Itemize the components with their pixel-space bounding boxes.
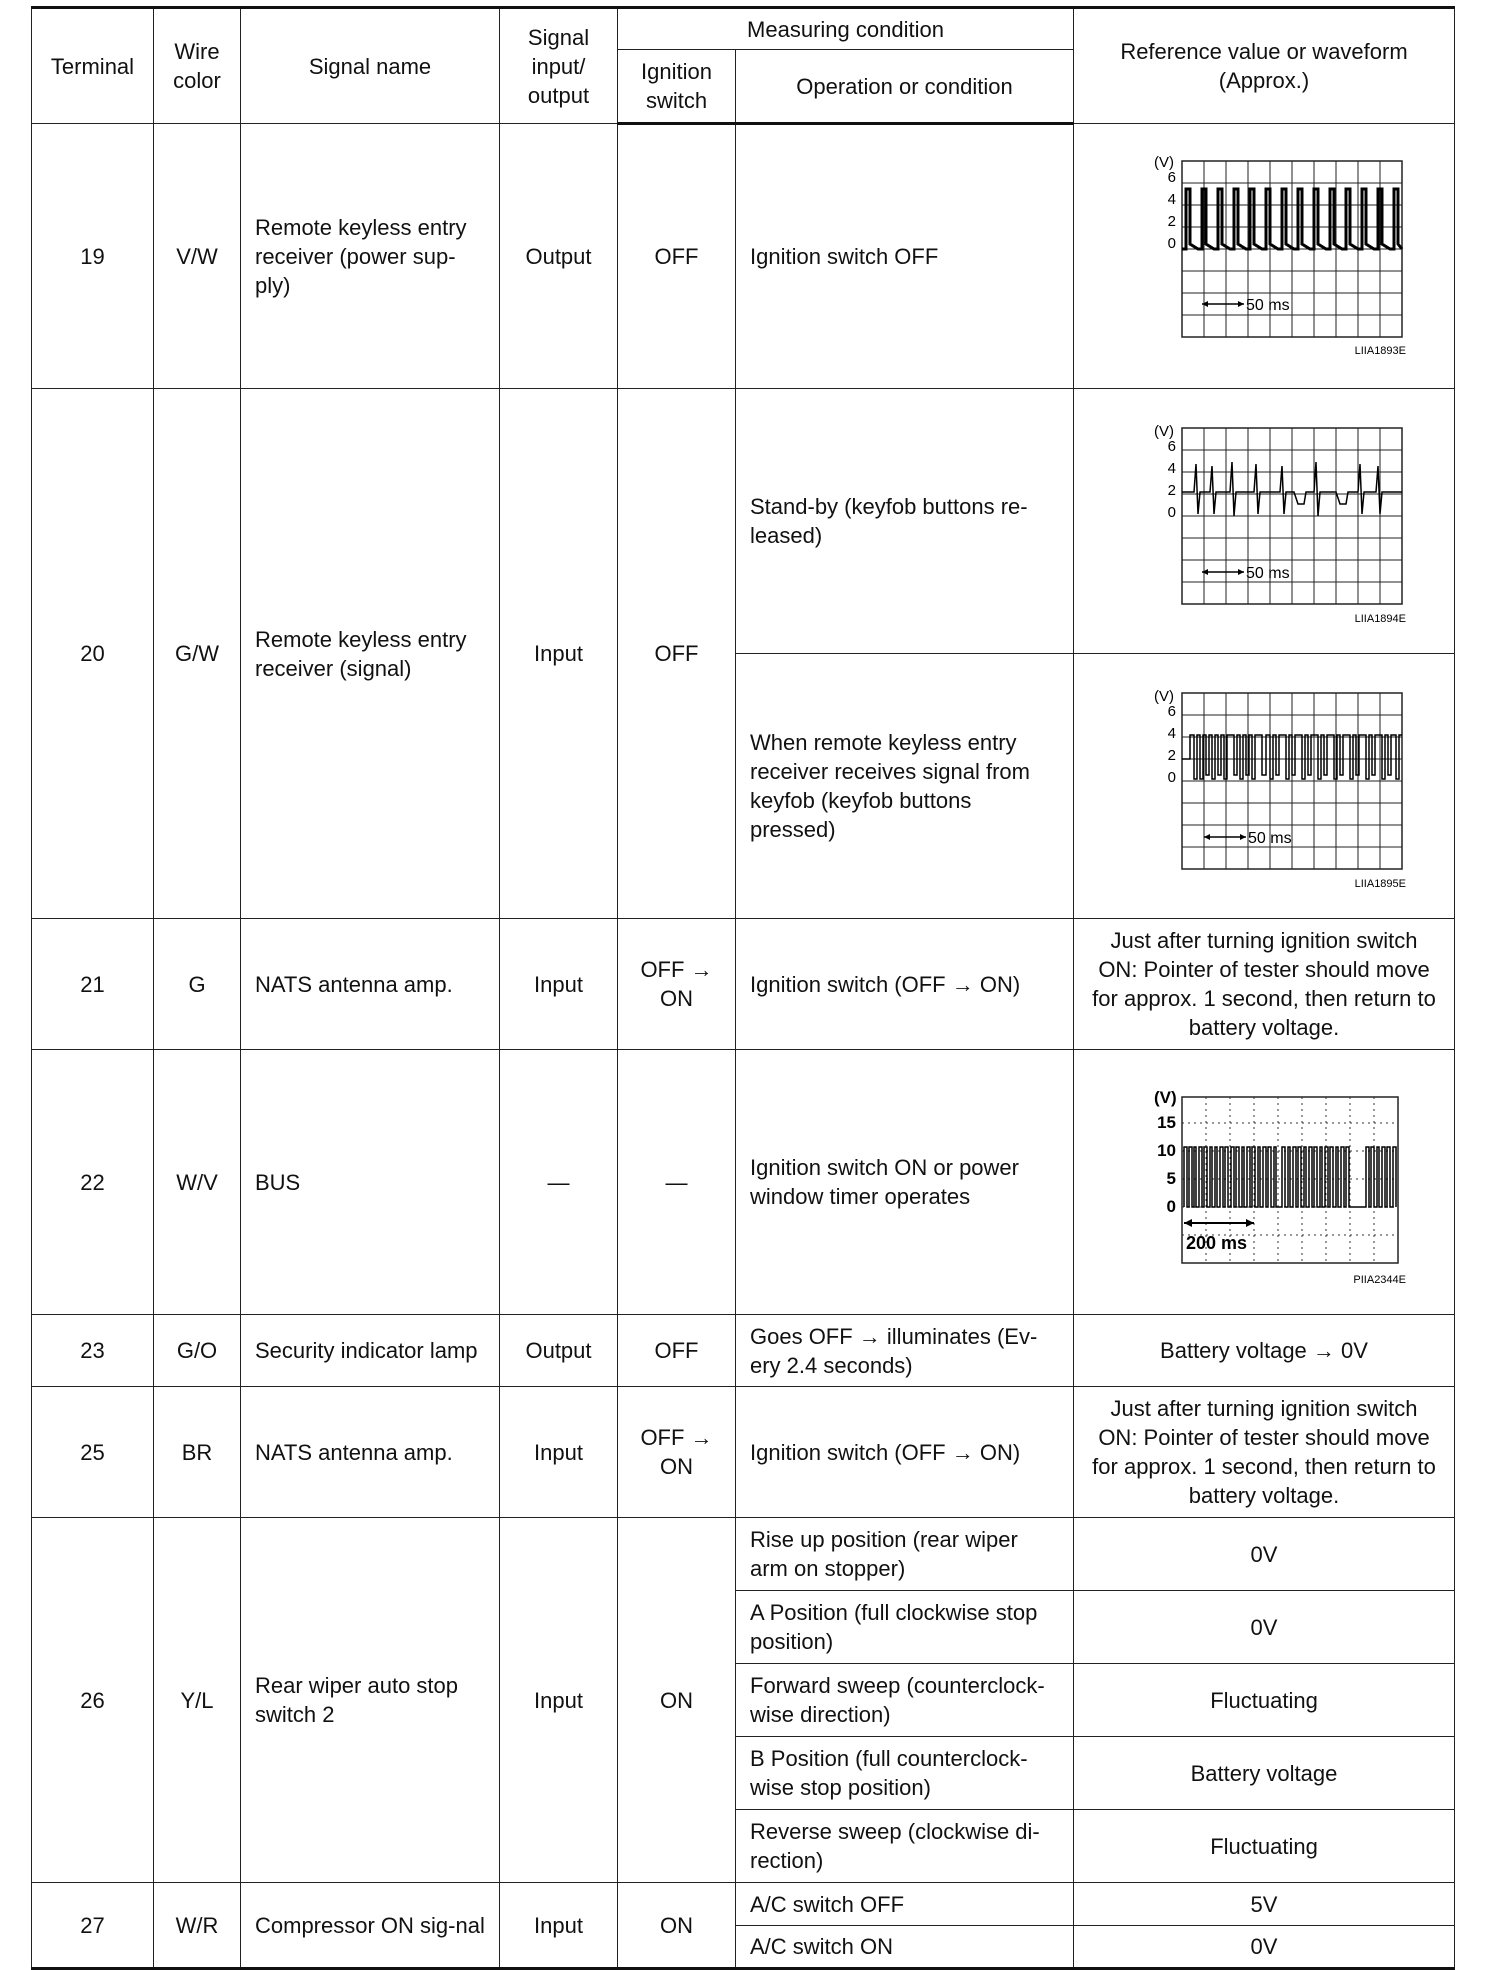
- waveform-cell: [1074, 389, 1455, 654]
- wave-tick: 15: [1157, 1112, 1176, 1132]
- signal-io-cell: Input: [500, 389, 618, 919]
- condition-cell: A/C switch ON: [736, 1926, 1074, 1969]
- terminal-cell: 26: [32, 1518, 154, 1883]
- table-row: [32, 1387, 1455, 1518]
- ignition-cell: OFF: [618, 1315, 736, 1387]
- condition-cell: A/C switch OFF: [736, 1883, 1074, 1926]
- waveform-cell: [1074, 1050, 1455, 1315]
- waveform-cell: [1074, 654, 1455, 919]
- wave-time-label: 50 ms: [1248, 829, 1292, 847]
- header-reference: Reference value or waveform (Approx.): [1074, 8, 1455, 124]
- signal-name-cell: Remote keyless entry receiver (power sup-ply): [241, 124, 500, 389]
- figure-code: LIIA1895E: [1354, 877, 1406, 890]
- wave-tick: 4: [1167, 724, 1176, 742]
- table-row: [32, 1883, 1455, 1926]
- signal-io-cell: Input: [500, 1387, 618, 1518]
- wave-grid: [1182, 693, 1402, 869]
- wire-color-cell: W/R: [154, 1883, 241, 1969]
- condition-cell: Reverse sweep (clockwise di-rection): [736, 1810, 1074, 1883]
- signal-io-cell: Input: [500, 1883, 618, 1969]
- condition-cell: Rise up position (rear wiper arm on stopper): [736, 1518, 1074, 1591]
- wave-tick: 4: [1167, 459, 1176, 477]
- ignition-cell: OFF: [618, 389, 736, 919]
- waveform-22: [1114, 1075, 1414, 1290]
- condition-cell: When remote keyless entry receiver receives signal from keyfob (keyfob buttons pressed): [736, 654, 1074, 919]
- reference-cell: 0V: [1074, 1926, 1455, 1969]
- waveform-trace: [1182, 735, 1402, 779]
- signal-name-cell: NATS antenna amp.: [241, 919, 500, 1050]
- header-wire-color: Wire color: [154, 8, 241, 124]
- figure-code: LIIA1894E: [1354, 612, 1406, 625]
- waveform-20-standby: [1114, 414, 1414, 629]
- condition-cell: Ignition switch ON or power window timer operates: [736, 1050, 1074, 1315]
- condition-cell: Stand-by (keyfob buttons re-leased): [736, 389, 1074, 654]
- wire-color-cell: G/W: [154, 389, 241, 919]
- table-row: [32, 1050, 1455, 1315]
- signal-name-cell: Remote keyless entry receiver (signal): [241, 389, 500, 919]
- time-scale: [1204, 834, 1246, 840]
- wire-color-cell: BR: [154, 1387, 241, 1518]
- wave-tick: 10: [1157, 1140, 1176, 1160]
- time-scale: [1202, 569, 1244, 575]
- reference-cell: Just after turning ignition switch ON: Pointer of tester should move for approx. 1 second, then return to battery voltage.: [1074, 919, 1455, 1050]
- table-row: [32, 1518, 1455, 1591]
- terminal-cell: 23: [32, 1315, 154, 1387]
- signal-io-cell: —: [500, 1050, 618, 1315]
- condition-cell: Ignition switch OFF: [736, 124, 1074, 389]
- time-scale: [1184, 1219, 1254, 1227]
- terminal-cell: 21: [32, 919, 154, 1050]
- signal-name-cell: BUS: [241, 1050, 500, 1315]
- ignition-cell: OFF → ON: [618, 919, 736, 1050]
- wave-unit: (V): [1154, 153, 1174, 171]
- terminal-table: [31, 6, 1455, 1970]
- wave-tick: 5: [1166, 1168, 1176, 1188]
- signal-name-cell: Security indicator lamp: [241, 1315, 500, 1387]
- reference-cell: Fluctuating: [1074, 1810, 1455, 1883]
- terminal-cell: 25: [32, 1387, 154, 1518]
- reference-cell: 5V: [1074, 1883, 1455, 1926]
- wave-tick: 6: [1167, 702, 1176, 720]
- signal-io-cell: Input: [500, 919, 618, 1050]
- signal-name-cell: Rear wiper auto stop switch 2: [241, 1518, 500, 1883]
- waveform-cell: [1074, 124, 1455, 389]
- wave-tick: 2: [1167, 212, 1176, 230]
- waveform-19: [1114, 149, 1414, 364]
- signal-io-cell: Input: [500, 1518, 618, 1883]
- wire-color-cell: G/O: [154, 1315, 241, 1387]
- wave-tick: 6: [1167, 437, 1176, 455]
- wire-color-cell: V/W: [154, 124, 241, 389]
- ignition-cell: ON: [618, 1518, 736, 1883]
- wave-tick: 2: [1167, 746, 1176, 764]
- wave-time-label: 50 ms: [1246, 296, 1290, 314]
- wave-tick: 0: [1166, 1196, 1176, 1216]
- terminal-cell: 22: [32, 1050, 154, 1315]
- reference-cell: 0V: [1074, 1518, 1455, 1591]
- condition-cell: Forward sweep (counterclock-wise direction): [736, 1664, 1074, 1737]
- condition-cell: Goes OFF → illuminates (Ev-ery 2.4 seconds): [736, 1315, 1074, 1387]
- terminal-cell: 27: [32, 1883, 154, 1969]
- wave-tick: 6: [1167, 168, 1176, 186]
- wave-tick: 0: [1167, 768, 1176, 786]
- wave-time-label: 50 ms: [1246, 564, 1290, 582]
- wave-unit: (V): [1154, 422, 1174, 440]
- table-row: [32, 389, 1455, 654]
- header-terminal: Terminal: [32, 8, 154, 124]
- figure-code: PIIA2344E: [1353, 1273, 1406, 1286]
- wire-color-cell: G: [154, 919, 241, 1050]
- reference-cell: Battery voltage: [1074, 1737, 1455, 1810]
- ignition-cell: ON: [618, 1883, 736, 1969]
- reference-cell: Fluctuating: [1074, 1664, 1455, 1737]
- reference-cell: Just after turning ignition switch ON: Pointer of tester should move for approx. 1 second, then return to battery voltage.: [1074, 1387, 1455, 1518]
- wave-tick: 2: [1167, 481, 1176, 499]
- header-ignition-switch: Ignition switch: [618, 50, 736, 124]
- wave-grid: [1182, 428, 1402, 604]
- signal-name-cell: NATS antenna amp.: [241, 1387, 500, 1518]
- condition-cell: Ignition switch (OFF → ON): [736, 1387, 1074, 1518]
- condition-cell: B Position (full counterclock-wise stop position): [736, 1737, 1074, 1810]
- wave-unit: (V): [1154, 687, 1174, 705]
- figure-code: LIIA1893E: [1354, 344, 1406, 357]
- condition-cell: A Position (full clockwise stop position): [736, 1591, 1074, 1664]
- table-row: [32, 919, 1455, 1050]
- wave-tick: 0: [1167, 234, 1176, 252]
- wire-color-cell: Y/L: [154, 1518, 241, 1883]
- waveform-20-pressed: [1114, 679, 1414, 894]
- header-measuring-condition: Measuring condition: [618, 8, 1074, 50]
- wire-color-cell: W/V: [154, 1050, 241, 1315]
- table-row: [32, 124, 1455, 389]
- waveform-trace: [1184, 1147, 1396, 1207]
- wave-time-label: 200 ms: [1186, 1232, 1248, 1253]
- condition-cell: Ignition switch (OFF → ON): [736, 919, 1074, 1050]
- ignition-cell: —: [618, 1050, 736, 1315]
- reference-cell: 0V: [1074, 1591, 1455, 1664]
- wave-unit: (V): [1154, 1087, 1177, 1107]
- reference-cell: Battery voltage → 0V: [1074, 1315, 1455, 1387]
- terminal-cell: 19: [32, 124, 154, 389]
- ignition-cell: OFF: [618, 124, 736, 389]
- wave-tick: 0: [1167, 503, 1176, 521]
- terminal-cell: 20: [32, 389, 154, 919]
- header-signal-name: Signal name: [241, 8, 500, 124]
- table-row: [32, 1315, 1455, 1387]
- signal-name-cell: Compressor ON sig-nal: [241, 1883, 500, 1969]
- signal-io-cell: Output: [500, 124, 618, 389]
- header-operation: Operation or condition: [736, 50, 1074, 124]
- wave-tick: 4: [1167, 190, 1176, 208]
- header-signal-io: Signal input/ output: [500, 8, 618, 124]
- signal-io-cell: Output: [500, 1315, 618, 1387]
- time-scale: [1202, 301, 1244, 307]
- ignition-cell: OFF → ON: [618, 1387, 736, 1518]
